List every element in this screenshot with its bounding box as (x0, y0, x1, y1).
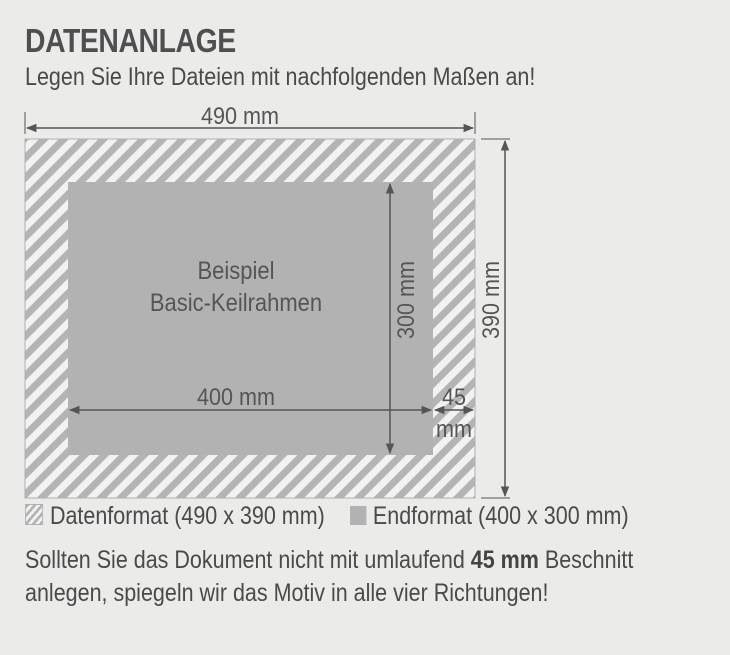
bleed-label-value: 45 (441, 382, 467, 411)
legend (25, 502, 629, 531)
end-format-area (68, 182, 433, 455)
center-caption-line1: Beispiel (197, 256, 275, 285)
note-text-3: anlegen, spiegeln wir das Motiv in alle vier Richtungen! (25, 579, 549, 607)
bleed-label-unit: mm (436, 414, 472, 443)
legend-end-format: Endformat (400 x 300 mm) (372, 502, 629, 530)
center-caption-line2: Basic-Keilrahmen (149, 288, 323, 317)
bleed-note (25, 544, 633, 610)
solid-swatch-icon (350, 506, 366, 525)
inner-width-label: 400 mm (196, 382, 276, 411)
outer-height-label: 390 mm (476, 260, 505, 340)
note-bold: 45 mm (470, 546, 539, 574)
inner-height-label: 300 mm (391, 260, 420, 340)
subtitle: Legen Sie Ihre Dateien mit nachfolgenden Maßen an! (25, 63, 536, 91)
note-text-2: Beschnitt (538, 546, 634, 574)
note-text-1: Sollten Sie das Dokument nicht mit umlaufend (25, 546, 471, 574)
outer-width-label: 490 mm (200, 101, 280, 130)
hatch-swatch-icon (25, 504, 43, 525)
legend-data-format: Datenformat (490 x 390 mm) (49, 502, 325, 530)
page-title: DATENANLAGE (25, 22, 236, 59)
